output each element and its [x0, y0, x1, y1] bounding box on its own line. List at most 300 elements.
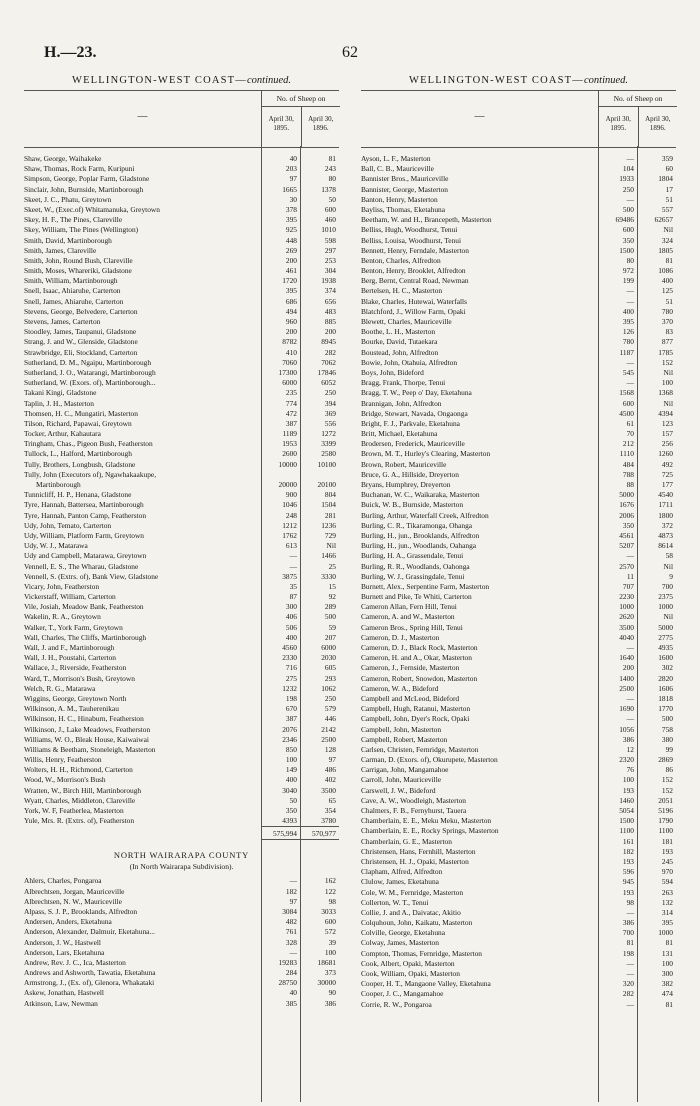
sheep-1896: 97: [328, 755, 336, 765]
sheep-1895: 1000: [619, 602, 634, 612]
table-row: [361, 337, 676, 347]
table-row: [24, 154, 339, 164]
table-row: [24, 399, 339, 409]
sheep-1895: 1100: [619, 826, 634, 836]
owner-name: Cook, Albert, Opaki, Masterton: [361, 958, 455, 968]
sheep-1895: 707: [622, 581, 634, 591]
table-row: [24, 938, 339, 948]
table-row: [24, 215, 339, 225]
table-row: [24, 948, 339, 958]
sheep-1895: 1500: [619, 816, 634, 826]
table-row: [361, 490, 676, 500]
owner-name: Bryans, Humphrey, Dreyerton: [361, 480, 451, 489]
table-row: [24, 521, 339, 531]
sheep-1895: 282: [622, 989, 634, 999]
sheep-1895: 275: [285, 673, 297, 683]
owner-name: Burling, R. R., Woodlands, Oahonga: [361, 561, 470, 571]
owner-name: Bourke, David, Tutaekara: [361, 337, 438, 347]
sheep-1896: 5196: [658, 806, 673, 815]
left-column: [24, 72, 339, 1102]
table-row: [361, 399, 676, 409]
table-row: [24, 653, 339, 663]
sheep-1895: 350: [622, 235, 634, 245]
sheep-1896: 1804: [658, 174, 673, 184]
owner-name: Campbell, Hugh, Ratanui, Masterton: [361, 704, 471, 714]
owner-name: Vile, Josiah, Meadow Bank, Featherston: [24, 602, 144, 612]
owner-list: [361, 154, 676, 1010]
sheep-1896: 372: [661, 520, 673, 530]
sheep-1896: 4935: [658, 643, 673, 652]
sheep-1895: 300: [285, 602, 297, 612]
sheep-1896: 51: [665, 296, 673, 306]
sheep-1895: 198: [622, 948, 634, 958]
owner-name: Cameron, Robert, Snowdon, Masterton: [361, 673, 478, 683]
sheep-1895: 149: [285, 765, 297, 775]
owner-name: Campbell, Robert, Masterton: [361, 734, 448, 744]
sheep-1895: 596: [622, 867, 634, 877]
table-row: [361, 602, 676, 612]
table-row: [24, 174, 339, 184]
owner-name: Wyatt, Charles, Middleton, Clareville: [24, 795, 136, 805]
table-row: [361, 704, 676, 714]
sheep-1895: 193: [622, 856, 634, 866]
owner-name: Collie, J. and A., Daivatac, Akitio: [361, 907, 461, 917]
sheep-1896: 3033: [321, 906, 336, 916]
sheep-1895: 395: [285, 286, 297, 296]
table-header: [361, 90, 676, 148]
sheep-1895: 386: [622, 734, 634, 744]
sheep-1895: 40: [289, 154, 297, 163]
sheep-1896: 81: [665, 255, 673, 265]
table-row: [24, 806, 339, 816]
sheep-1896: 17846: [317, 367, 336, 377]
sheep-1895: 284: [285, 968, 297, 978]
sheep-1896: 1000: [658, 928, 673, 938]
owner-name: Christensen, Hans, Fernhill, Masterton: [361, 846, 476, 856]
sheep-1896: Nil: [326, 541, 336, 551]
sheep-1896: 5000: [658, 622, 673, 632]
sheep-1896: 17: [665, 184, 673, 194]
table-row: [361, 205, 676, 215]
sheep-1896: 193: [661, 846, 673, 856]
owner-name: Bannister, George, Masterton: [361, 184, 449, 194]
sheep-1896: 370: [661, 317, 673, 326]
owner-name: Cameron, J., Fernside, Masterton: [361, 663, 460, 673]
owner-name: Collerton, W. T., Tenui: [361, 897, 429, 907]
sheep-1895: 700: [622, 928, 634, 938]
sheep-1896: Nil: [663, 561, 673, 571]
owner-name: Wakelin, R. A., Greytown: [24, 612, 101, 622]
owner-name: Tully, Brothers, Longbush, Gladstone: [24, 459, 136, 469]
table-row: [361, 429, 676, 439]
table-row: [24, 775, 339, 785]
sheep-1895: 19283: [278, 957, 297, 967]
sheep-1896: 2030: [321, 653, 336, 663]
owner-name: Bennett, Henry, Ferndale, Masterton: [361, 245, 469, 255]
owner-name: Christensen, H. J., Opaki, Masterton: [361, 856, 469, 866]
sheep-1895: 613: [285, 541, 297, 551]
owner-name: Brodersen, Frederick, Mauriceville: [361, 439, 465, 449]
sheep-1895: 600: [622, 225, 634, 235]
owner-name: Stevens, George, Belvedere, Carterton: [24, 306, 138, 316]
sheep-1895: 320: [622, 979, 634, 989]
sheep-1895: 1189: [282, 429, 297, 439]
sheep-1895: 1056: [619, 724, 634, 734]
owner-name: Cole, W. M., Fernridge, Masterton: [361, 887, 464, 897]
table-row: [24, 786, 339, 796]
owner-name: Vickerstaff, William, Carterton: [24, 592, 116, 602]
owner-name: Tully, John (Executors of), Ngawhakaakupe, Martinborough: [24, 469, 157, 490]
owner-name: Bayliss, Thomas, Eketahuna: [361, 204, 446, 214]
sheep-1895: 2076: [282, 724, 297, 734]
table-row: [24, 765, 339, 775]
table-row: [24, 531, 339, 541]
owner-name: Chamberlain, E. E., Meku Meku, Masterton: [361, 816, 492, 826]
sheep-1896: 1600: [658, 653, 673, 663]
owner-name: Anderson, J. W., Hastwell: [24, 937, 101, 947]
owner-name: Burling, H., jun., Brooklands, Alfredton: [361, 530, 480, 540]
sheep-1895: 40: [289, 988, 297, 998]
owner-name: Compton, Thomas, Fernridge, Masterton: [361, 948, 482, 958]
owner-name: Benton, Henry, Brooklet, Alfredton: [361, 266, 466, 276]
table-row: [361, 898, 676, 908]
sheep-1896: 970: [661, 867, 673, 877]
owner-name: Smith, John, Round Bush, Clareville: [24, 255, 133, 265]
sheep-1895: 850: [285, 744, 297, 754]
sheep-1896: 1272: [321, 429, 336, 439]
table-row: [24, 612, 339, 622]
table-row: [24, 297, 339, 307]
sheep-1896: 81: [328, 154, 336, 163]
owner-name: Bright, F. J., Parkvale, Eketahuna: [361, 418, 460, 428]
owner-name: Wall, J. and F., Martinborough: [24, 643, 115, 653]
owner-name: Udy, William, Platform Farm, Greytown: [24, 530, 144, 540]
sheep-1895: 472: [285, 408, 297, 418]
sheep-count-header: No. of Sheep on: [262, 91, 340, 107]
sheep-1896: 62657: [654, 215, 673, 225]
table-row: [361, 541, 676, 551]
sheep-1896: 1938: [321, 276, 336, 286]
sheep-1896: 263: [661, 887, 673, 897]
sheep-1895: —: [289, 876, 297, 886]
sheep-1895: 4560: [282, 643, 297, 653]
owner-name: Carman, D. (Exors. of), Okurupete, Masterton: [361, 755, 498, 765]
sheep-1895: 1212: [282, 520, 297, 530]
sheep-1896: 758: [661, 724, 673, 734]
sheep-1896: 123: [661, 418, 673, 428]
owner-name: Cook, William, Opaki, Masterton: [361, 969, 460, 978]
sheep-1895: 1568: [619, 388, 634, 398]
owner-name: Andersen, Anders, Eketahuna: [24, 917, 112, 927]
owner-name: Wolters, H. H., Richmond, Carterton: [24, 765, 133, 775]
sheep-1896: 386: [324, 998, 336, 1008]
sheep-1895: 972: [622, 266, 634, 276]
owner-name: Shaw, Thomas, Rock Farm, Kuripuni: [24, 164, 135, 174]
sheep-1896: 380: [661, 734, 673, 744]
sheep-1895: 378: [285, 204, 297, 214]
sheep-1895: 200: [285, 327, 297, 337]
sheep-1895: 3040: [282, 785, 297, 795]
sheep-1896: 6052: [321, 378, 336, 388]
table-row: [24, 449, 339, 459]
table-row: [361, 286, 676, 296]
owner-name: Askew, Jonathan, Hastwell: [24, 988, 104, 998]
table-row: [361, 388, 676, 398]
sheep-1896: 500: [324, 612, 336, 622]
owner-name: Banton, Henry, Masterton: [361, 194, 438, 204]
owner-name: Wiggins, George, Greytown North: [24, 693, 127, 703]
sheep-1895: 3084: [282, 906, 297, 916]
table-row: [24, 195, 339, 205]
sheep-1896: 25: [328, 561, 336, 571]
owner-name: Welch, R. G., Matarawa: [24, 683, 96, 693]
total-1896: 570,977: [300, 826, 339, 840]
sheep-1896: 9: [669, 571, 673, 581]
table-row: [361, 877, 676, 887]
owner-name: Ward, T., Morrison's Bush, Greytown: [24, 673, 135, 683]
sheep-1895: 350: [622, 520, 634, 530]
sheep-1895: 1640: [619, 653, 634, 663]
sheep-1895: 17300: [278, 367, 297, 377]
name-column-header: —: [137, 111, 148, 122]
sheep-1896: 30000: [317, 978, 336, 988]
sheep-1896: 297: [324, 245, 336, 255]
sheep-1895: 4561: [619, 530, 634, 540]
sheep-1895: 600: [622, 398, 634, 408]
table-row: [361, 378, 676, 388]
owner-name: Burnett and Pike, Te Whiti, Carterton: [361, 592, 472, 602]
sheep-1895: 500: [622, 204, 634, 214]
owner-name: Atkinson, Law, Newman: [24, 998, 98, 1008]
owner-name: Wall, Charles, The Cliffs, Martinborough: [24, 632, 147, 642]
owner-name: Strawbridge, Eli, Stockland, Carterton: [24, 347, 138, 357]
sheep-1895: 104: [622, 164, 634, 174]
sheep-1896: 598: [324, 235, 336, 245]
owner-name: Anderson, Alexander, Dalmuir, Eketahuna...: [24, 927, 155, 937]
sheep-1895: 945: [622, 877, 634, 887]
sheep-1896: 81: [665, 938, 673, 948]
owner-name: Cameron, D. J., Masterton: [361, 632, 440, 642]
table-row: [361, 826, 676, 836]
sheep-1895: 400: [285, 632, 297, 642]
sheep-1896: 1000: [658, 602, 673, 612]
sheep-1896: 324: [661, 235, 673, 245]
sheep-1896: 1010: [321, 225, 336, 235]
sheep-1896: 131: [661, 948, 673, 958]
table-row: [24, 511, 339, 521]
table-row: [361, 266, 676, 276]
owner-name: Clapham, Alfred, Alfredton: [361, 867, 443, 877]
sheep-1895: 4040: [619, 632, 634, 642]
table-row: [361, 816, 676, 826]
table-row: [24, 256, 339, 266]
page-number: 62: [342, 44, 358, 61]
sheep-1896: 293: [324, 673, 336, 683]
sheep-1896: 99: [665, 744, 673, 754]
table-row: [361, 368, 676, 378]
sheep-1896: 90: [328, 988, 336, 998]
table-row: [361, 419, 676, 429]
sheep-1895: 5207: [619, 541, 634, 551]
sheep-1895: 97: [289, 896, 297, 906]
sheep-1895: 5054: [619, 806, 634, 815]
sheep-1895: 20000: [278, 480, 297, 489]
owner-name: Carroll, John, Mauriceville: [361, 775, 442, 785]
table-row: [24, 988, 339, 998]
sheep-1896: 253: [324, 255, 336, 265]
sheep-1895: 11: [626, 571, 634, 581]
sheep-1895: 774: [285, 398, 297, 408]
table-row: [24, 633, 339, 643]
sheep-1895: 1933: [619, 174, 634, 184]
table-row: [24, 439, 339, 449]
sheep-1896: 2820: [658, 673, 673, 683]
table-row: [24, 572, 339, 582]
sheep-1895: 400: [622, 306, 634, 316]
col-1895-header: April 30, 1895.: [268, 115, 294, 132]
sheep-1895: 2320: [619, 755, 634, 765]
table-row: [24, 348, 339, 358]
table-row: [361, 775, 676, 785]
sheep-1895: 182: [622, 846, 634, 856]
sheep-1895: —: [626, 907, 634, 917]
sheep-1895: 69486: [615, 215, 634, 225]
owner-name: Strang, J. and W., Glenside, Gladstone: [24, 337, 138, 347]
sheep-count-header: No. of Sheep on: [599, 91, 677, 107]
sheep-1895: 1400: [619, 673, 634, 683]
table-row: [24, 317, 339, 327]
sheep-1896: 382: [661, 979, 673, 989]
table-row: [24, 286, 339, 296]
owner-name: Carswell, J. W., Bideford: [361, 785, 436, 795]
table-row: [361, 643, 676, 653]
sheep-1896: 51: [665, 194, 673, 204]
table-row: [361, 572, 676, 582]
owner-name: Burling, H., jun., Woodlands, Oahanga: [361, 541, 477, 551]
owner-name: Albrechtsen, N. W., Mauriceville: [24, 896, 122, 906]
sheep-1895: —: [626, 194, 634, 204]
sheep-1895: 100: [622, 775, 634, 785]
sheep-1896: 4873: [658, 530, 673, 540]
sheep-1895: 1690: [619, 704, 634, 714]
sheep-1896: 483: [324, 306, 336, 316]
sheep-1896: 600: [324, 917, 336, 927]
sheep-1895: 960: [285, 317, 297, 326]
table-row: [361, 786, 676, 796]
owner-name: Cameron, W. A., Bideford: [361, 683, 439, 693]
owner-name: Corrie, R. W., Pongaroa: [361, 999, 432, 1009]
sheep-1895: 199: [622, 276, 634, 286]
sheep-1895: 248: [285, 510, 297, 520]
table-row: [24, 755, 339, 765]
table-row: [24, 205, 339, 215]
owner-name: Armstrong, J., (Ex. of), Glenora, Whakataki: [24, 978, 155, 988]
table-row: [361, 439, 676, 449]
table-row: [361, 236, 676, 246]
owner-name: Vennell, S. (Extrs. of), Bank View, Gladstone: [24, 571, 159, 581]
sheep-1896: 20100: [317, 480, 336, 489]
owner-name: Boustead, John, Alfredton: [361, 347, 439, 357]
sheep-1895: 1187: [619, 347, 634, 357]
table-row: [24, 490, 339, 500]
sheep-1896: 1711: [658, 500, 673, 510]
sheep-1895: 506: [285, 622, 297, 632]
sheep-1895: 28750: [278, 978, 297, 988]
table-row: [24, 409, 339, 419]
table-row: [361, 409, 676, 419]
sheep-1896: 4394: [658, 408, 673, 418]
table-row: [361, 551, 676, 561]
sheep-1895: 1460: [619, 795, 634, 805]
table-row: [361, 989, 676, 999]
table-row: [361, 154, 676, 164]
sheep-1895: —: [626, 969, 634, 978]
table-row: [361, 888, 676, 898]
sheep-1895: 200: [285, 255, 297, 265]
sheep-1896: 100: [324, 947, 336, 957]
table-row: [24, 958, 339, 968]
sheep-1896: 98: [328, 896, 336, 906]
sheep-1896: 157: [661, 429, 673, 439]
right-column: [361, 72, 676, 1102]
table-row: [24, 327, 339, 337]
table-row: [361, 714, 676, 724]
owner-name: Campbell, John, Masterton: [361, 724, 442, 734]
sheep-1896: 359: [661, 154, 673, 163]
owner-name: Vennell, E. S., The Wharau, Gladstone: [24, 561, 139, 571]
sheep-1895: 182: [285, 886, 297, 896]
owner-name: Udy and Campbell, Matarawa, Greytown: [24, 551, 147, 561]
sheep-1895: 4393: [282, 816, 297, 826]
sheep-1896: 394: [324, 398, 336, 408]
sheep-1895: 350: [285, 806, 297, 816]
owner-name: Cooper, H. T., Mangaone Valley, Eketahuna: [361, 979, 491, 989]
table-row: [361, 225, 676, 235]
owner-name: Vicary, John, Featherston: [24, 581, 100, 591]
sheep-1896: 282: [324, 347, 336, 357]
sheep-1895: 3500: [619, 622, 634, 632]
table-row: [361, 1000, 676, 1010]
table-row: [24, 602, 339, 612]
sheep-1895: 1676: [619, 500, 634, 510]
sheep-1895: —: [289, 561, 297, 571]
sheep-1895: 482: [285, 917, 297, 927]
sheep-1895: 7060: [282, 357, 297, 367]
sheep-1895: 235: [285, 388, 297, 398]
sheep-1896: 152: [661, 775, 673, 785]
sheep-1895: 50: [289, 795, 297, 805]
sheep-1895: 788: [622, 469, 634, 479]
sheep-1896: 446: [324, 714, 336, 724]
sheep-1896: 3330: [321, 571, 336, 581]
sheep-1896: 81: [665, 999, 673, 1009]
table-row: [361, 959, 676, 969]
table-row: [24, 999, 339, 1009]
sheep-1895: 410: [285, 347, 297, 357]
table-row: [361, 867, 676, 877]
sheep-1896: 289: [324, 602, 336, 612]
sheep-1896: 804: [324, 490, 336, 500]
sheep-1895: —: [626, 714, 634, 724]
sheep-1895: 1232: [282, 683, 297, 693]
owner-name: Taplin, J. H., Masterton: [24, 398, 94, 408]
sheep-1895: —: [626, 296, 634, 306]
sheep-1895: 2230: [619, 592, 634, 602]
sheep-1896: 3780: [321, 816, 336, 826]
owner-name: Clulow, James, Eketahuna: [361, 877, 439, 887]
sheep-1896: 877: [661, 337, 673, 347]
sheep-1895: 761: [285, 927, 297, 937]
